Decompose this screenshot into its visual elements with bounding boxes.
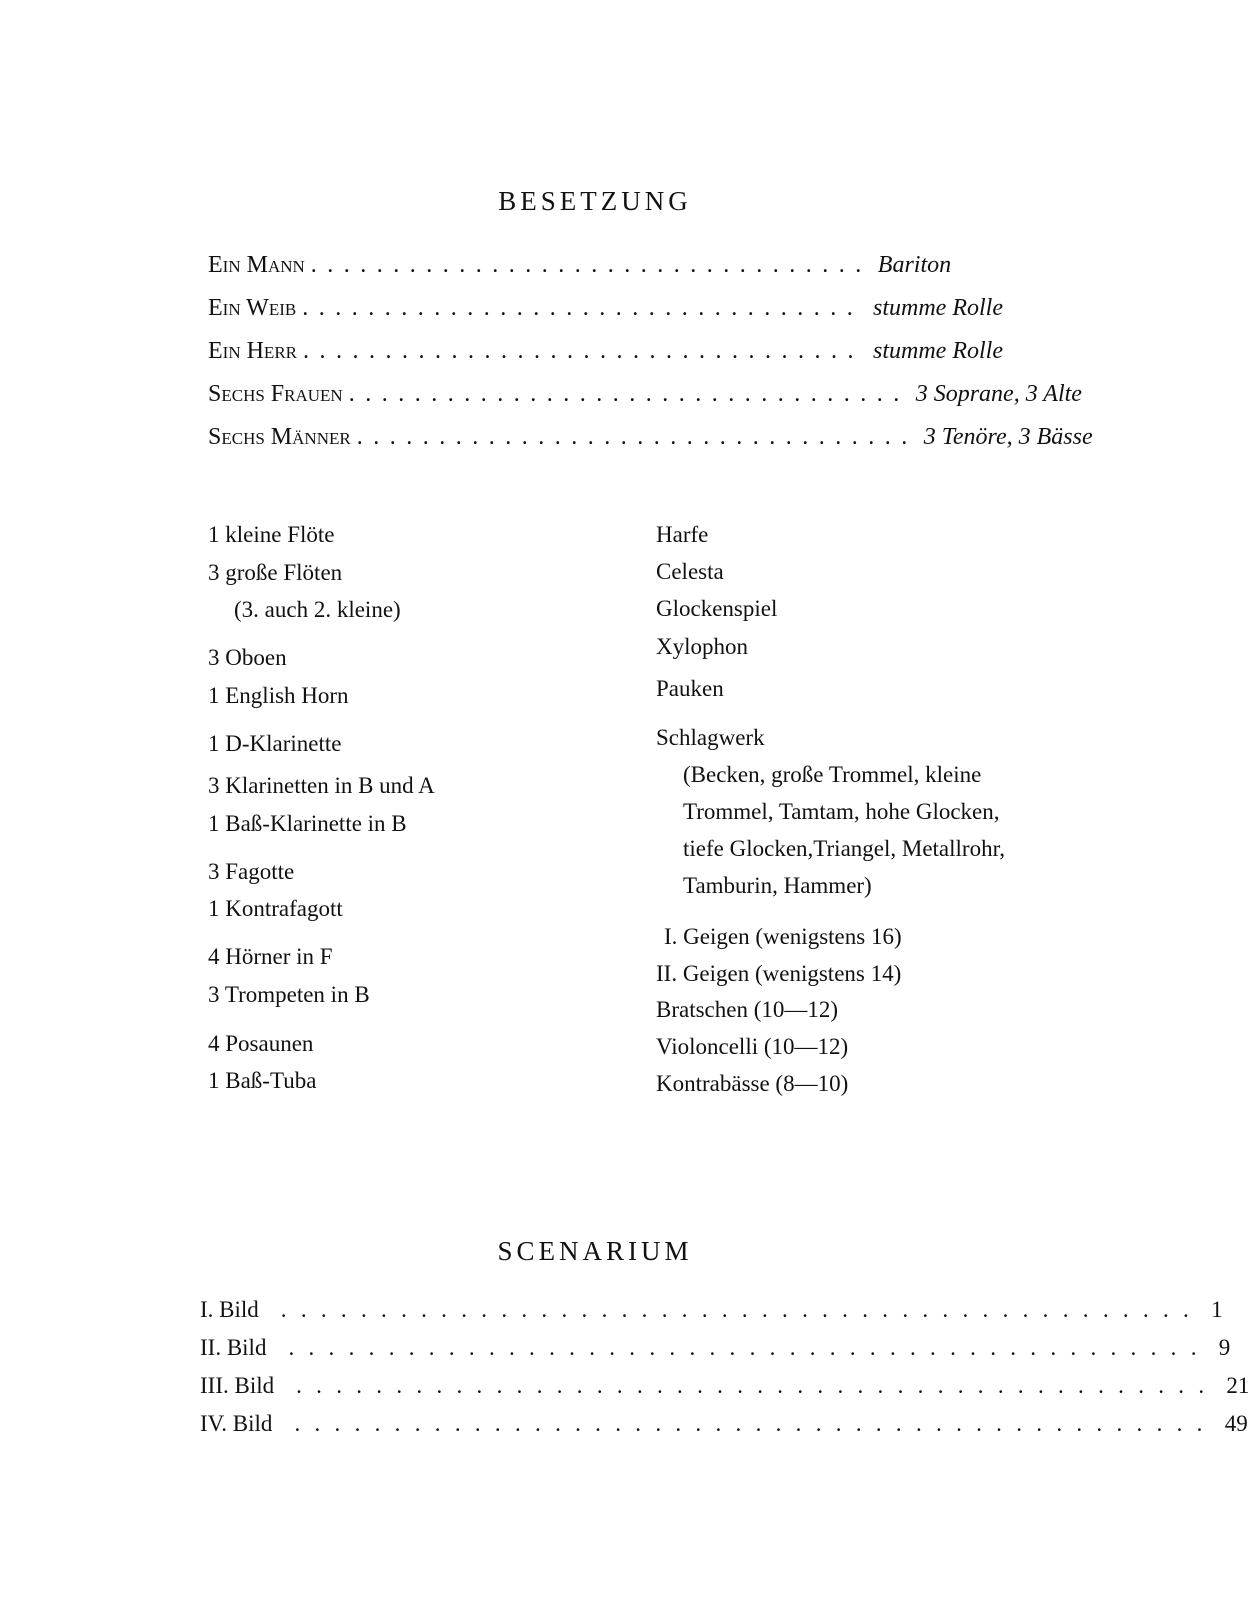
- role-name: Ein Herr: [208, 338, 297, 364]
- role-voice: 3 Tenöre, 3 Bässe: [923, 424, 1093, 450]
- dot-leader: ..............................................: [288, 1335, 1211, 1360]
- instrument-item: Glockenspiel: [656, 596, 778, 621]
- instrument-item: Celesta: [656, 559, 724, 584]
- instrument-item: I. Geigen (wenigstens 16): [664, 924, 902, 949]
- role-voice: stumme Rolle: [873, 338, 1003, 364]
- instrument-item: Bratschen (10—12): [656, 997, 839, 1022]
- scene-row: [200, 1335, 1231, 1369]
- cast-row: [208, 424, 1093, 458]
- scene-page-number: 1: [1211, 1297, 1223, 1322]
- instrument-note: Tamburin, Hammer): [683, 873, 872, 898]
- dot-leader: ..................................: [303, 338, 864, 364]
- instrument-item: 1 Kontrafagott: [208, 896, 343, 921]
- instrument-item: 1 Baß-Klarinette in B: [208, 811, 407, 836]
- scene-label: IV. Bild: [200, 1411, 273, 1436]
- dot-leader: ..................................: [356, 424, 918, 450]
- role-name: Ein Weib: [208, 295, 297, 321]
- scene-label: III. Bild: [200, 1373, 275, 1398]
- scene-label: II. Bild: [200, 1335, 267, 1360]
- instrument-item: 1 D-Klarinette: [208, 731, 342, 756]
- role-name: Sechs Männer: [208, 424, 351, 450]
- role-voice: Bariton: [877, 252, 952, 278]
- instrument-item: 1 Baß-Tuba: [208, 1068, 317, 1093]
- instrument-item: 3 Oboen: [208, 645, 287, 670]
- scene-label: I. Bild: [200, 1297, 259, 1322]
- dot-leader: ..............................................: [296, 1373, 1219, 1398]
- instrument-item: 3 große Flöten: [208, 560, 343, 585]
- cast-row: [208, 252, 1078, 286]
- instrument-note: (3. auch 2. kleine): [234, 597, 401, 622]
- instrument-item: 3 Trompeten in B: [208, 982, 370, 1007]
- instrument-item: Schlagwerk: [656, 725, 765, 750]
- instrument-item: Kontrabässe (8—10): [656, 1071, 849, 1096]
- dot-leader: ..................................: [310, 252, 872, 278]
- scene-page-number: 21: [1226, 1373, 1249, 1398]
- role-voice: stumme Rolle: [873, 295, 1003, 321]
- dot-leader: ..................................: [348, 381, 910, 407]
- scene-page-number: 9: [1218, 1335, 1231, 1360]
- scene-row: [200, 1411, 1248, 1445]
- scene-page-number: 49: [1224, 1411, 1248, 1436]
- instrument-note: Trommel, Tamtam, hohe Glocken,: [683, 799, 1000, 824]
- cast-row: [208, 338, 1078, 372]
- dot-leader: ..............................................: [294, 1411, 1217, 1436]
- instrument-item: 3 Klarinetten in B und A: [208, 773, 435, 798]
- dot-leader: ..................................: [302, 295, 864, 321]
- cast-row: [208, 381, 1082, 415]
- instrument-item: 4 Posaunen: [208, 1031, 314, 1056]
- instrument-item: Xylophon: [656, 634, 748, 659]
- scene-row: [200, 1373, 1249, 1407]
- instrument-note: tiefe Glocken,Triangel, Metallrohr,: [683, 836, 1006, 861]
- besetzung-heading: BESETZUNG: [498, 186, 692, 216]
- scene-row: [200, 1297, 1223, 1331]
- instrument-item: 1 kleine Flöte: [208, 522, 335, 547]
- instrument-item: Pauken: [656, 676, 724, 701]
- scenarium-heading: SCENARIUM: [497, 1236, 693, 1266]
- instrument-item: Violoncelli (10—12): [656, 1034, 849, 1059]
- instrument-item: 4 Hörner in F: [208, 944, 333, 969]
- instrument-note: (Becken, große Trommel, kleine: [683, 762, 982, 787]
- instrument-item: 1 English Horn: [208, 683, 349, 708]
- instrument-item: II. Geigen (wenigstens 14): [656, 961, 902, 986]
- instrument-item: Harfe: [656, 522, 709, 547]
- role-name: Sechs Frauen: [208, 381, 343, 407]
- role-name: Ein Mann: [208, 252, 305, 278]
- dot-leader: ..............................................: [280, 1297, 1204, 1322]
- cast-row: [208, 295, 1078, 329]
- role-voice: 3 Soprane, 3 Alte: [915, 381, 1082, 407]
- instrument-item: 3 Fagotte: [208, 859, 295, 884]
